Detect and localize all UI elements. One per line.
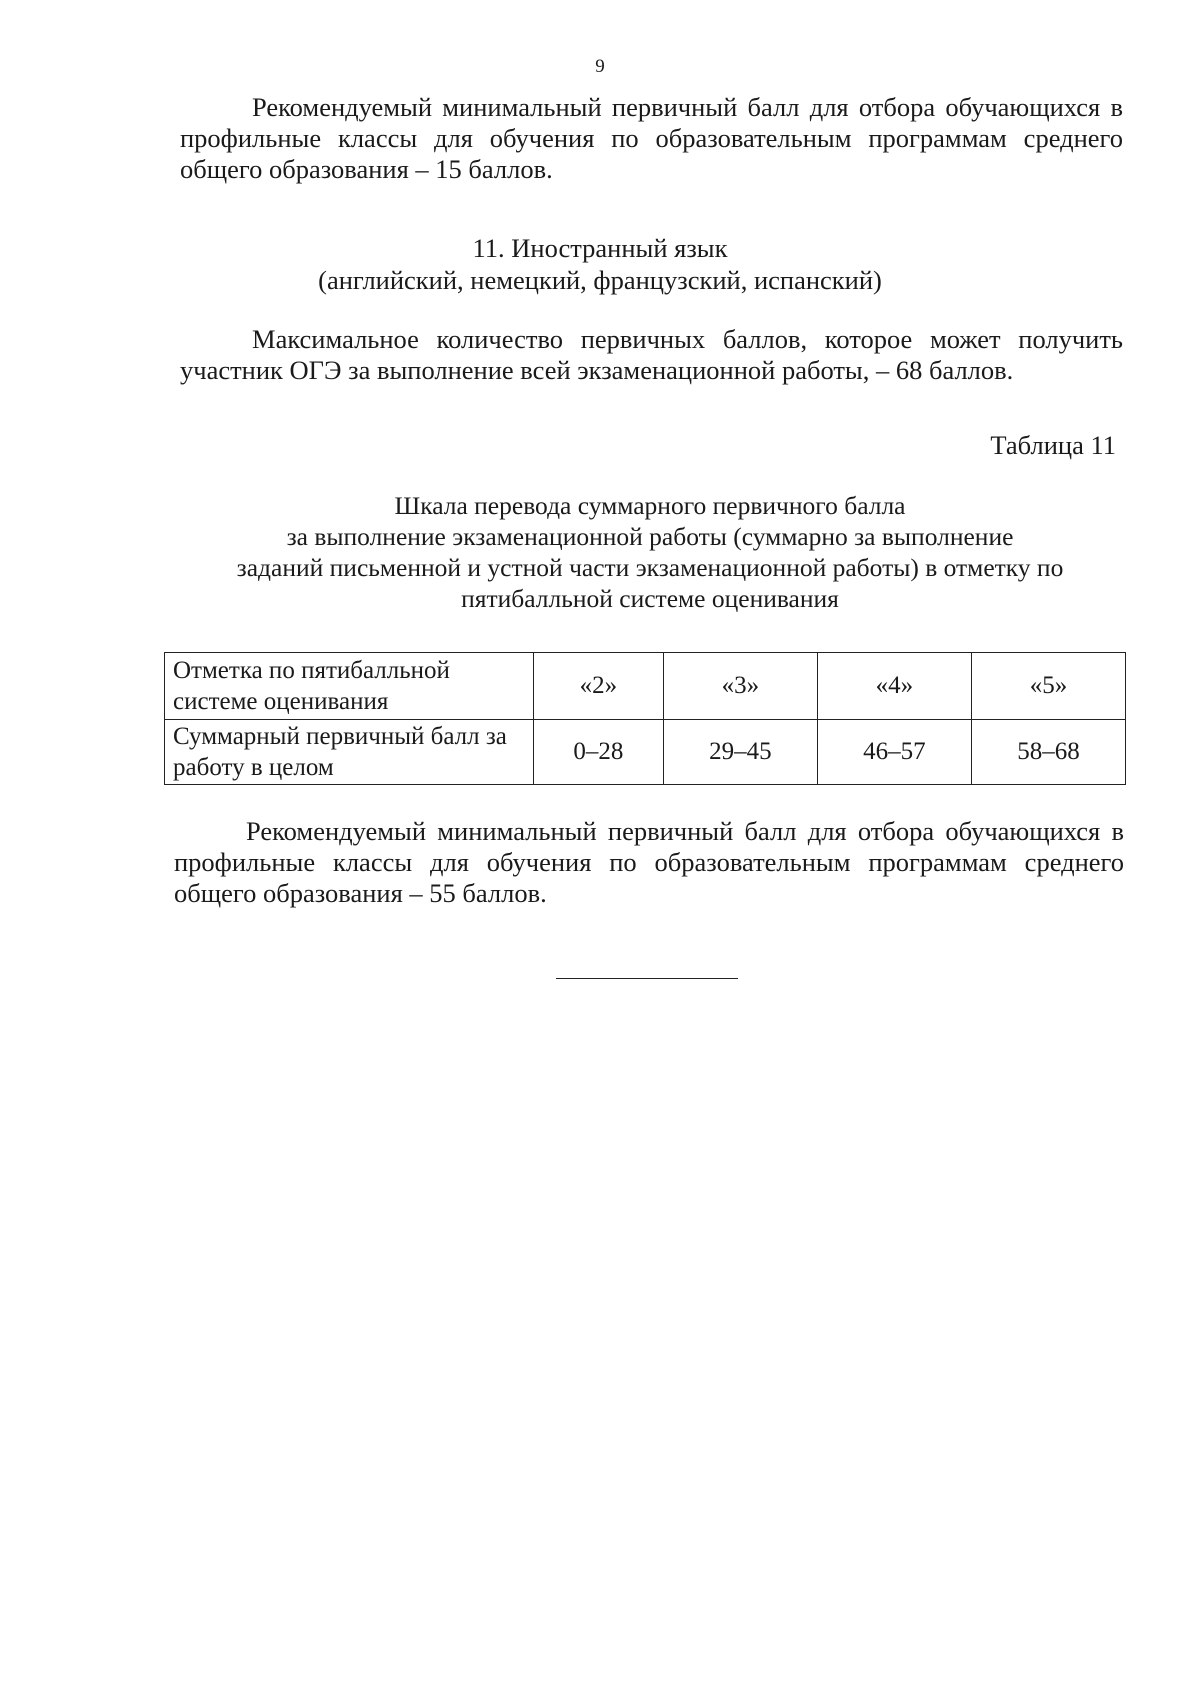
table-caption: Таблица 11: [990, 430, 1116, 460]
paragraph-min-score-prev: [180, 92, 1123, 185]
table-row: [165, 653, 1126, 720]
end-divider: [556, 978, 738, 979]
table-title: [180, 490, 1120, 614]
score-range-cell: 58–68: [971, 720, 1125, 785]
score-conversion-table: [164, 652, 1126, 785]
table-title-line4: пятибалльной системе оценивания: [461, 584, 839, 613]
paragraph-max-score: [180, 324, 1123, 386]
grade-cell: «5»: [971, 653, 1125, 720]
table-row: [165, 720, 1126, 785]
page-number: 9: [595, 56, 605, 77]
paragraph-min-score: [174, 816, 1124, 909]
section-title-line2: (английский, немецкий, французский, испанский): [318, 265, 882, 295]
table-title-line3: заданий письменной и устной части экзаменационной работы) в отметку по: [236, 553, 1064, 582]
score-range-cell: 29–45: [663, 720, 817, 785]
grade-cell: «4»: [817, 653, 971, 720]
table-title-line1: Шкала перевода суммарного первичного балла: [394, 491, 906, 520]
paragraph-text: Рекомендуемый минимальный первичный балл для отбора обучающихся в профильные классы для обучения по образовательным программам среднего общего образования – 15 баллов.: [180, 92, 1123, 184]
paragraph-text: Рекомендуемый минимальный первичный балл для отбора обучающихся в профильные классы для обучения по образовательным программам среднего общего образования – 55 баллов.: [174, 816, 1124, 908]
table-title-line2: за выполнение экзаменационной работы (суммарно за выполнение: [286, 522, 1014, 551]
score-range-cell: 0–28: [534, 720, 664, 785]
row-label-score: Суммарный первичный балл за работу в целом: [165, 720, 534, 785]
score-range-cell: 46–57: [817, 720, 971, 785]
section-title: [0, 232, 1200, 296]
section-title-line1: 11. Иностранный язык: [472, 233, 728, 263]
paragraph-text: Максимальное количество первичных баллов, которое может получить участник ОГЭ за выполнение всей экзаменационной работы, – 68 баллов.: [180, 324, 1123, 385]
grade-cell: «3»: [663, 653, 817, 720]
grade-cell: «2»: [534, 653, 664, 720]
row-label-grade: Отметка по пятибалльной системе оценивания: [165, 653, 534, 720]
